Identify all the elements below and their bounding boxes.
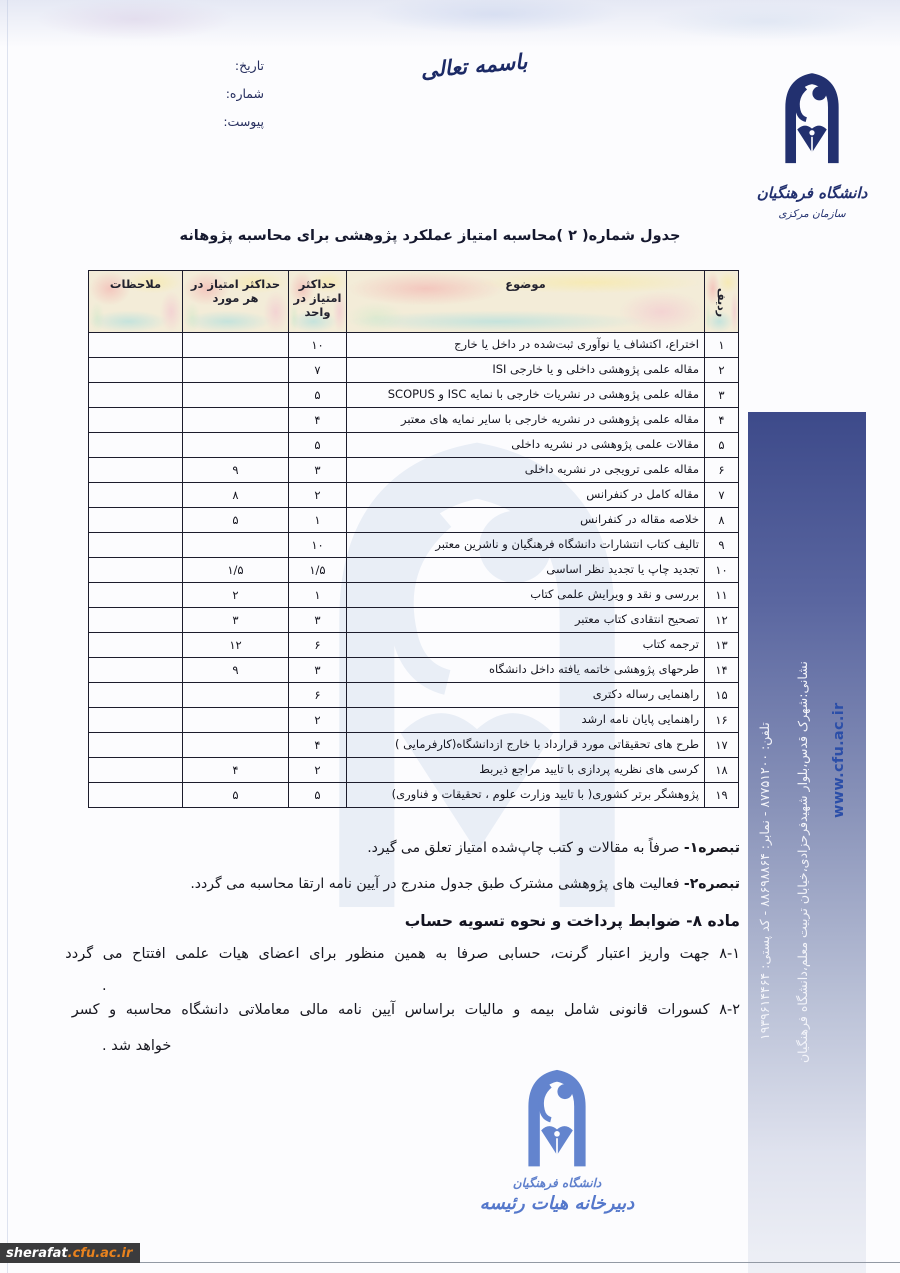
per-case-score-cell: ۸ xyxy=(183,483,289,508)
header-row-number xyxy=(705,271,739,333)
per-case-score-cell xyxy=(183,358,289,383)
per-case-score-cell xyxy=(183,433,289,458)
row-number-cell: ۱۱ xyxy=(705,583,739,608)
table-row xyxy=(89,458,739,483)
remarks-cell xyxy=(89,433,183,458)
row-number-cell: ۱۷ xyxy=(705,733,739,758)
unit-score-cell: ۳ xyxy=(289,608,347,633)
unit-score-cell: ۵ xyxy=(289,383,347,408)
table-row xyxy=(89,358,739,383)
per-case-score-cell xyxy=(183,533,289,558)
university-name: دانشگاه فرهنگیان xyxy=(756,184,868,202)
row-number-cell: ۱۶ xyxy=(705,708,739,733)
table-row xyxy=(89,608,739,633)
remarks-cell xyxy=(89,508,183,533)
unit-score-cell: ۱ xyxy=(289,583,347,608)
table-row xyxy=(89,433,739,458)
table-row xyxy=(89,758,739,783)
per-case-score-cell xyxy=(183,708,289,733)
header-unit-score: حداکثر امتیاز در واحد xyxy=(289,271,347,333)
unit-score-cell: ۲ xyxy=(289,708,347,733)
remarks-cell xyxy=(89,408,183,433)
remarks-cell xyxy=(89,458,183,483)
row-number-cell: ۱۹ xyxy=(705,783,739,808)
table-row xyxy=(89,533,739,558)
row-number-cell: ۹ xyxy=(705,533,739,558)
per-case-score-cell: ۲ xyxy=(183,583,289,608)
phone-fax-postal-line: تلفن: ۸۷۷۵۱۲۰۰ - نمابر: ۸۸۶۹۸۸۶۴ - کد پستی: ۱۹۳۹۶۱۴۴۶۴ xyxy=(757,722,772,1040)
remarks-cell xyxy=(89,333,183,358)
subject-cell: بررسی و نقد و ویرایش علمی کتاب xyxy=(347,583,705,608)
subject-cell: خلاصه مقاله در کنفرانس xyxy=(347,508,705,533)
article8-item1-period: . xyxy=(102,978,107,994)
remarks-cell xyxy=(89,383,183,408)
secretariat-stamp xyxy=(457,1066,657,1214)
unit-score-cell: ۳ xyxy=(289,658,347,683)
subject-cell: پژوهشگر برتر کشوری( با تایید وزارت علوم ، تحقیقات و فناوری) xyxy=(347,783,705,808)
row-number-cell: ۵ xyxy=(705,433,739,458)
unit-score-cell: ۵ xyxy=(289,433,347,458)
sherafat-badge xyxy=(0,1243,140,1263)
table-row xyxy=(89,633,739,658)
note-2-label: تبصره۲- xyxy=(683,876,740,892)
remarks-cell xyxy=(89,633,183,658)
table-row xyxy=(89,508,739,533)
row-number-cell: ۱۲ xyxy=(705,608,739,633)
remarks-cell xyxy=(89,708,183,733)
stamp-university-name: دانشگاه فرهنگیان xyxy=(512,1176,602,1190)
table-row xyxy=(89,558,739,583)
date-label: تاریخ: xyxy=(234,58,264,73)
row-number-cell: ۳ xyxy=(705,383,739,408)
unit-score-cell: ۶ xyxy=(289,683,347,708)
note-1-label: تبصره۱- xyxy=(683,840,740,856)
subject-cell: کرسی های نظریه پردازی با تایید مراجع ذیربط xyxy=(347,758,705,783)
unit-score-cell: ۲ xyxy=(289,758,347,783)
table-row xyxy=(89,658,739,683)
attachment-label: پیوست: xyxy=(223,114,264,129)
row-number-cell: ۴ xyxy=(705,408,739,433)
row-number-cell: ۱۴ xyxy=(705,658,739,683)
remarks-cell xyxy=(89,683,183,708)
per-case-score-cell xyxy=(183,408,289,433)
header-per-case-score: حداکثر امتیاز در هر مورد xyxy=(183,271,289,333)
table-row xyxy=(89,583,739,608)
unit-score-cell: ۳ xyxy=(289,458,347,483)
stamp-office-name: دبیرخانه هیات رئیسه xyxy=(479,1193,635,1214)
subject-cell: مقاله کامل در کنفرانس xyxy=(347,483,705,508)
research-score-table xyxy=(88,270,739,808)
badge-site-domain: .cfu.ac.ir xyxy=(67,1245,133,1261)
per-case-score-cell xyxy=(183,733,289,758)
row-number-cell: ۱۳ xyxy=(705,633,739,658)
per-case-score-cell: ۹ xyxy=(183,658,289,683)
subject-cell: اختراع، اکتشاف یا نوآوری ثبت‌شده در داخل یا خارج xyxy=(347,333,705,358)
per-case-score-cell: ۳ xyxy=(183,608,289,633)
per-case-score-cell: ۱۲ xyxy=(183,633,289,658)
note-2-text: فعالیت های پژوهشی مشترک طبق جدول مندرج در آیین نامه ارتقا محاسبه می گردد. xyxy=(190,876,680,892)
unit-score-cell: ۴ xyxy=(289,408,347,433)
header-row-number-label: ردیف xyxy=(715,287,728,317)
table-row xyxy=(89,733,739,758)
score-table-body xyxy=(89,333,739,808)
per-case-score-cell: ۹ xyxy=(183,458,289,483)
scan-fold-line xyxy=(7,0,8,1273)
table-row xyxy=(89,408,739,433)
university-logo-block xyxy=(732,60,892,220)
row-number-cell: ۱۵ xyxy=(705,683,739,708)
article8-heading: ماده ۸- ضوابط پرداخت و نحوه تسویه حساب xyxy=(404,912,740,930)
per-case-score-cell: ۵ xyxy=(183,783,289,808)
central-organization-label: سازمان مرکزی xyxy=(778,208,846,220)
remarks-cell xyxy=(89,608,183,633)
article8-item2-tail: خواهد شد . xyxy=(102,1038,172,1054)
unit-score-cell: ۱۰ xyxy=(289,533,347,558)
table-row xyxy=(89,783,739,808)
unit-score-cell: ۶ xyxy=(289,633,347,658)
subject-cell: ترجمه کتاب xyxy=(347,633,705,658)
remarks-cell xyxy=(89,733,183,758)
address-line: نشانی:شهرک قدس،بلوار شهیدفرحزادی،خیابان تربیت معلم،دانشگاه فرهنگیان xyxy=(795,661,810,1063)
row-number-cell: ۶ xyxy=(705,458,739,483)
row-number-cell: ۱۰ xyxy=(705,558,739,583)
header-subject: موضوع xyxy=(347,271,705,333)
article8-item2: ۸-۲ کسورات قانونی شامل بیمه و مالیات براساس آیین نامه مالی معاملاتی دانشگاه محاسبه و کسر xyxy=(71,1002,740,1018)
note-2 xyxy=(98,876,740,892)
subject-cell: مقالات علمی پژوهشی در نشریه داخلی xyxy=(347,433,705,458)
unit-score-cell: ۷ xyxy=(289,358,347,383)
subject-cell: راهنمایی پایان نامه ارشد xyxy=(347,708,705,733)
table-row xyxy=(89,333,739,358)
per-case-score-cell xyxy=(183,383,289,408)
unit-score-cell: ۱ xyxy=(289,508,347,533)
remarks-cell xyxy=(89,358,183,383)
subject-cell: تصحیح انتقادی کتاب معتبر xyxy=(347,608,705,633)
remarks-cell xyxy=(89,783,183,808)
subject-cell: طرح های تحقیقاتی مورد قرارداد با خارج ازدانشگاه(کارفرمایی ) xyxy=(347,733,705,758)
unit-score-cell: ۱۰ xyxy=(289,333,347,358)
note-1 xyxy=(98,840,740,856)
per-case-score-cell xyxy=(183,683,289,708)
badge-site-name: sherafat xyxy=(6,1245,68,1261)
table-row xyxy=(89,708,739,733)
website-url: www.cfu.ac.ir xyxy=(831,702,847,818)
article8-item1: ۸-۱ جهت واریز اعتبار گرنت، حسابی صرفا به همین منظور برای اعضای هیات علمی افتتاح می گردد xyxy=(65,946,740,962)
remarks-cell xyxy=(89,583,183,608)
per-case-score-cell: ۴ xyxy=(183,758,289,783)
table-row xyxy=(89,683,739,708)
table-title: جدول شماره( ۲ )محاسبه امتیاز عملکرد پژوهشی برای محاسبه پژوهانه xyxy=(179,228,681,244)
remarks-cell xyxy=(89,533,183,558)
score-table-header xyxy=(89,271,739,333)
basmala-calligraphy: باسمه تعالی xyxy=(419,49,529,83)
remarks-cell xyxy=(89,483,183,508)
row-number-cell: ۱۸ xyxy=(705,758,739,783)
remarks-cell xyxy=(89,758,183,783)
remarks-cell xyxy=(89,558,183,583)
subject-cell: مقاله علمی ترویجی در نشریه داخلی xyxy=(347,458,705,483)
row-number-cell: ۱ xyxy=(705,333,739,358)
subject-cell: مقاله علمی پژوهشی در نشریه خارجی با سایر نمایه های معتبر xyxy=(347,408,705,433)
number-label: شماره: xyxy=(225,86,264,101)
row-number-cell: ۲ xyxy=(705,358,739,383)
subject-cell: مقاله علمی پژوهشی داخلی و یا خارجی ISI xyxy=(347,358,705,383)
row-number-cell: ۸ xyxy=(705,508,739,533)
per-case-score-cell: ۵ xyxy=(183,508,289,533)
subject-cell: تجدید چاپ یا تجدید نظر اساسی xyxy=(347,558,705,583)
subject-cell: طرحهای پژوهشی خاتمه یافته داخل دانشگاه xyxy=(347,658,705,683)
remarks-cell xyxy=(89,658,183,683)
row-number-cell: ۷ xyxy=(705,483,739,508)
university-emblem-icon xyxy=(771,161,853,180)
reference-fields xyxy=(192,58,264,142)
header-remarks: ملاحظات xyxy=(89,271,183,333)
unit-score-cell: ۵ xyxy=(289,783,347,808)
unit-score-cell: ۴ xyxy=(289,733,347,758)
per-case-score-cell xyxy=(183,333,289,358)
unit-score-cell: ۲ xyxy=(289,483,347,508)
subject-cell: تالیف کتاب انتشارات دانشگاه فرهنگیان و ناشرین معتبر xyxy=(347,533,705,558)
scan-edge-tint xyxy=(0,0,900,48)
table-row xyxy=(89,383,739,408)
table-row xyxy=(89,483,739,508)
per-case-score-cell: ۱/۵ xyxy=(183,558,289,583)
subject-cell: راهنمایی رساله دکتری xyxy=(347,683,705,708)
note-1-text: صرفاً به مقالات و کتب چاپ‌شده امتیاز تعلق می گیرد. xyxy=(367,840,680,856)
unit-score-cell: ۱/۵ xyxy=(289,558,347,583)
subject-cell: مقاله علمی پژوهشی در نشریات خارجی با نمایه ISC و SCOPUS xyxy=(347,383,705,408)
stamp-emblem-icon xyxy=(513,1155,601,1174)
